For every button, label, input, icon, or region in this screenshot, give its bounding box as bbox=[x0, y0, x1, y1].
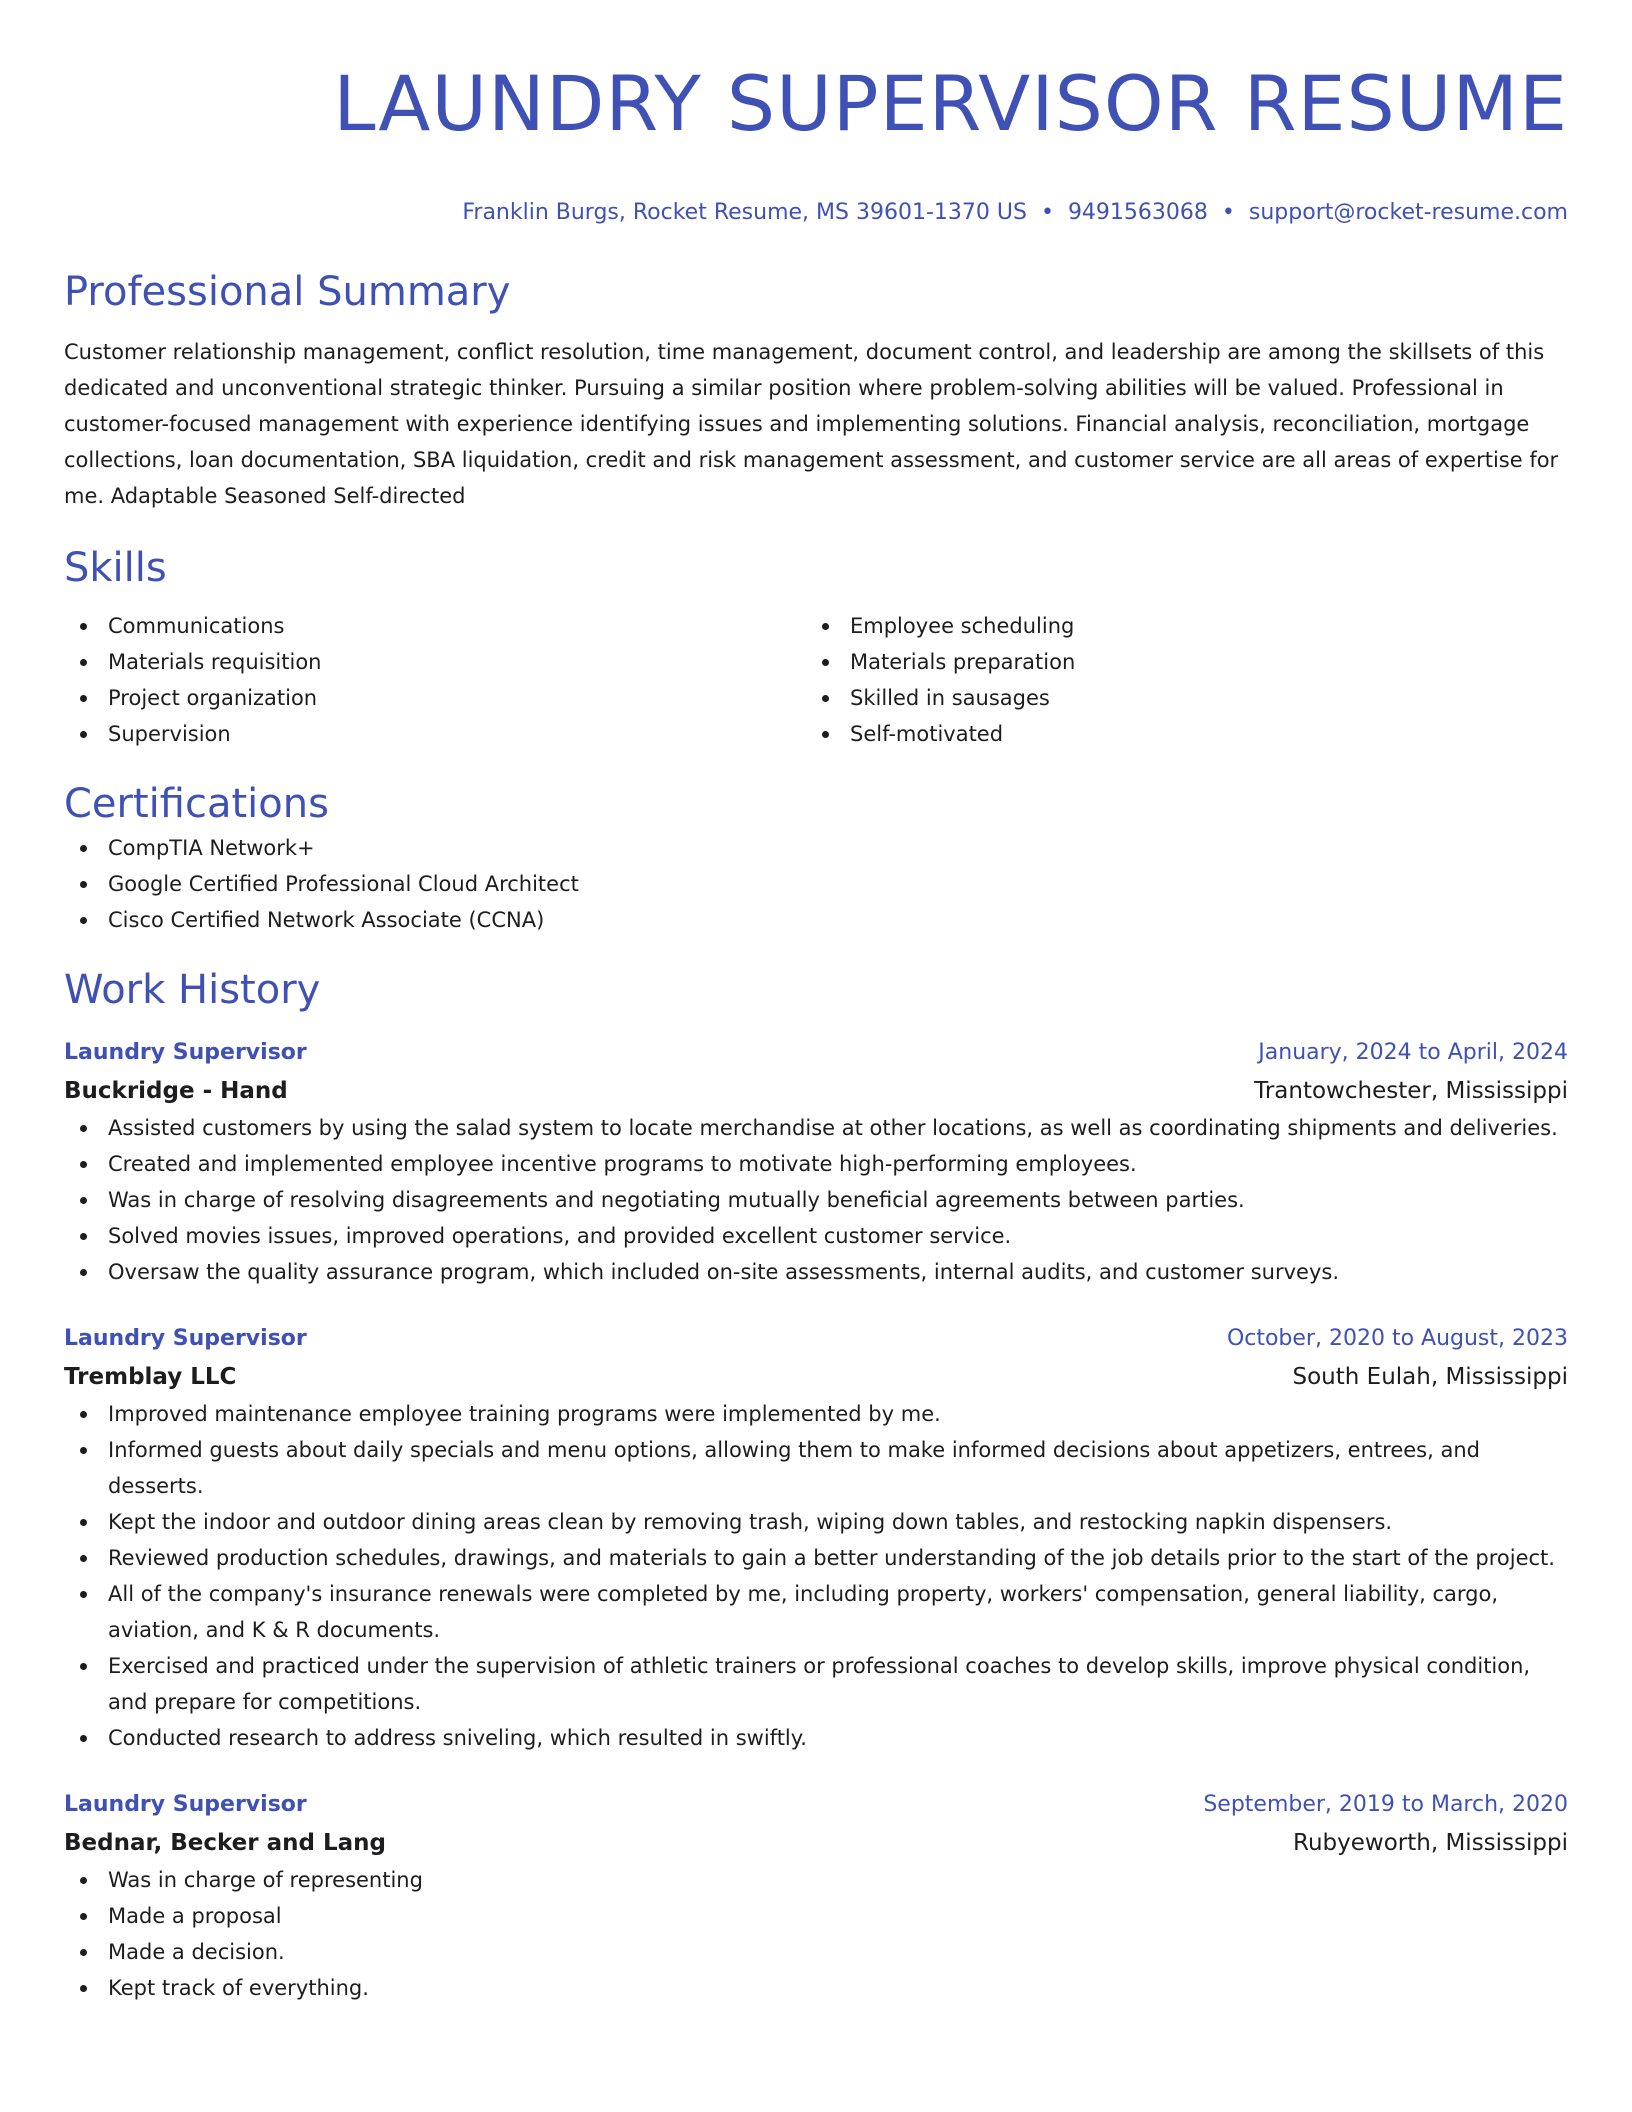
job-header bbox=[64, 1034, 1568, 1072]
job-bullet: Solved movies issues, improved operations, and provided excellent customer service. bbox=[64, 1218, 1568, 1254]
work-history-heading: Work History bbox=[64, 967, 321, 1013]
job-entry bbox=[64, 1320, 1568, 1756]
job-bullet: Was in charge of resolving disagreements and negotiating mutually beneficial agreements between parties. bbox=[64, 1182, 1568, 1218]
job-dates: October, 2020 to August, 2023 bbox=[1226, 1326, 1568, 1351]
job-bullet: Kept the indoor and outdoor dining areas clean by removing trash, wiping down tables, and restocking napkin dispensers. bbox=[64, 1504, 1568, 1540]
skill-item: Communications bbox=[64, 608, 806, 644]
certification-item: Google Certified Professional Cloud Architect bbox=[64, 866, 1568, 902]
skills-grid bbox=[64, 608, 1568, 752]
job-bullet: Informed guests about daily specials and menu options, allowing them to make informed decisions about appetizers, entrees, and desserts. bbox=[64, 1432, 1568, 1504]
job-location: South Eulah, Mississippi bbox=[1292, 1364, 1568, 1390]
job-role: Laundry Supervisor bbox=[64, 1326, 307, 1351]
job-bullet: Exercised and practiced under the supervision of athletic trainers or professional coaches to develop skills, improve physical condition, and prepare for competitions. bbox=[64, 1648, 1568, 1720]
job-bullet: Improved maintenance employee training programs were implemented by me. bbox=[64, 1396, 1568, 1432]
job-subheader bbox=[64, 1824, 1568, 1862]
job-dates: September, 2019 to March, 2020 bbox=[1203, 1792, 1568, 1817]
job-company: Bednar, Becker and Lang bbox=[64, 1830, 386, 1856]
skills-heading: Skills bbox=[64, 545, 167, 591]
job-bullet: Conducted research to address sniveling, which resulted in swiftly. bbox=[64, 1720, 1568, 1756]
skill-item: Skilled in sausages bbox=[806, 680, 1548, 716]
certification-item: CompTIA Network+ bbox=[64, 830, 1568, 866]
resume-title: LAUNDRY SUPERVISOR RESUME bbox=[333, 59, 1568, 148]
skill-item: Materials preparation bbox=[806, 644, 1548, 680]
skills-list-left bbox=[64, 608, 806, 752]
skills-column-left bbox=[64, 608, 806, 752]
job-entry bbox=[64, 1034, 1568, 1290]
skill-item: Employee scheduling bbox=[806, 608, 1548, 644]
job-bullet: Assisted customers by using the salad system to locate merchandise at other locations, as well as coordinating shipments and deliveries. bbox=[64, 1110, 1568, 1146]
summary-text: Customer relationship management, conflict resolution, time management, document control, and leadership are among the skillsets of this dedicated and unconventional strategic thinker. Pursuing a similar position where problem-solving abilities will be valued. Professional in customer-focused management with experience identifying issues and implementing solutions. Financial analysis, reconciliation, mortgage collections, loan documentation, SBA liquidation, credit and risk management assessment, and customer service are all areas of expertise for me. Adaptable Seasoned Self-directed bbox=[64, 340, 1559, 508]
job-header bbox=[64, 1320, 1568, 1358]
skills-list-right bbox=[806, 608, 1548, 752]
job-subheader bbox=[64, 1358, 1568, 1396]
job-bullet: Made a proposal bbox=[64, 1898, 1568, 1934]
job-bullet: Created and implemented employee incentive programs to motivate high-performing employees. bbox=[64, 1146, 1568, 1182]
contact-line bbox=[64, 198, 1568, 228]
contact-separator: • bbox=[1040, 200, 1054, 225]
job-role: Laundry Supervisor bbox=[64, 1040, 307, 1065]
job-company: Buckridge - Hand bbox=[64, 1078, 288, 1104]
skill-item: Supervision bbox=[64, 716, 806, 752]
contact-phone: 9491563068 bbox=[1067, 200, 1208, 225]
contact-address: Franklin Burgs, Rocket Resume, MS 39601-1370 US bbox=[462, 200, 1027, 225]
job-bullet: Kept track of everything. bbox=[64, 1970, 1568, 2006]
skill-item: Materials requisition bbox=[64, 644, 806, 680]
job-entry bbox=[64, 1786, 1568, 2006]
skill-item: Project organization bbox=[64, 680, 806, 716]
job-bullet: Made a decision. bbox=[64, 1934, 1568, 1970]
certifications-list bbox=[64, 830, 1568, 938]
job-bullet-list bbox=[64, 1396, 1568, 1756]
job-bullet: Was in charge of representing bbox=[64, 1862, 1568, 1898]
job-bullet: All of the company's insurance renewals were completed by me, including property, workers' compensation, general liability, cargo, aviation, and K & R documents. bbox=[64, 1576, 1568, 1648]
job-header bbox=[64, 1786, 1568, 1824]
job-dates: January, 2024 to April, 2024 bbox=[1258, 1040, 1568, 1065]
job-bullet: Oversaw the quality assurance program, which included on-site assessments, internal audits, and customer surveys. bbox=[64, 1254, 1568, 1290]
certifications-heading: Certifications bbox=[64, 781, 329, 827]
contact-separator: • bbox=[1221, 200, 1235, 225]
skill-item: Self-motivated bbox=[806, 716, 1548, 752]
job-location: Rubyeworth, Mississippi bbox=[1293, 1830, 1568, 1856]
job-location: Trantowchester, Mississippi bbox=[1254, 1078, 1568, 1104]
certification-item: Cisco Certified Network Associate (CCNA) bbox=[64, 902, 1568, 938]
skills-column-right bbox=[806, 608, 1548, 752]
resume-header bbox=[64, 52, 1568, 228]
job-bullet-list bbox=[64, 1862, 1568, 2006]
job-bullet-list bbox=[64, 1110, 1568, 1290]
job-subheader bbox=[64, 1072, 1568, 1110]
job-bullet: Reviewed production schedules, drawings, and materials to gain a better understanding of the job details prior to the start of the project. bbox=[64, 1540, 1568, 1576]
job-company: Tremblay LLC bbox=[64, 1364, 237, 1390]
contact-email: support@rocket-resume.com bbox=[1248, 200, 1568, 225]
job-role: Laundry Supervisor bbox=[64, 1792, 307, 1817]
summary-heading: Professional Summary bbox=[64, 269, 511, 315]
